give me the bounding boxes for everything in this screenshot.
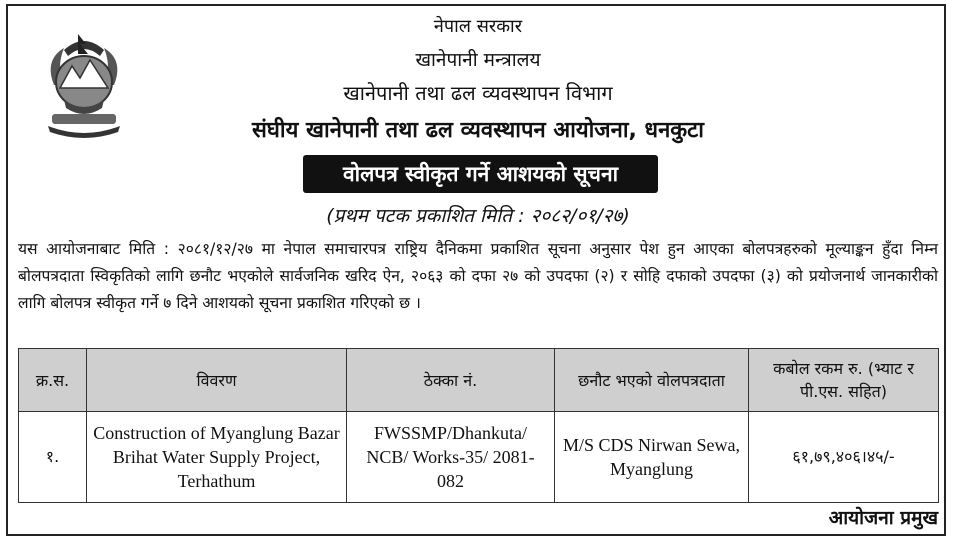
col-header-bidder: छनौट भएको वोलपत्रदाता [555, 349, 749, 412]
cell-bidder: M/S CDS Nirwan Sewa, Myanglung [555, 412, 749, 503]
col-header-contract-no: ठेक्का नं. [347, 349, 555, 412]
notice-title: वोलपत्र स्वीकृत गर्ने आशयको सूचना [303, 155, 658, 193]
header-ministry: खानेपानी मन्त्रालय [415, 49, 541, 71]
signature-project-chief: आयोजना प्रमुख [828, 507, 938, 529]
bid-table [18, 348, 939, 503]
notice-body: यस आयोजनाबाट मिति : २०८१/१२/२७ मा नेपाल समाचारपत्र राष्ट्रिय दैनिकमा प्रकाशित सूचना अनुसार पेश हुन आएका बोलपत्रहरुको मूल्याङ्कन हुँदा निम्न बोलपत्रदाता स्विकृतिको लागि छनौट भएकोले सार्वजनिक खरिद ऐन, २०६३ को दफा २७ को उपदफा (२) र सोहि दफाको उपदफा (३) को प्रयोजनार्थ जानकारीको लागि बोलपत्र स्वीकृत गर्ने ७ दिने आशयको सूचना प्रकाशित गरिएको छ । [18, 240, 938, 312]
header-department: खानेपानी तथा ढल व्यवस्थापन विभाग [343, 81, 613, 105]
header-government: नेपाल सरकार [433, 16, 523, 37]
cell-amount: ६१,७९,४०६।४५/- [749, 412, 939, 503]
cell-contract-no: FWSSMP/Dhankuta/ NCB/ Works-35/ 2081-082 [347, 412, 555, 503]
col-header-sn: क्र.स. [19, 349, 87, 412]
col-header-description: विवरण [87, 349, 347, 412]
table-header-row [19, 349, 939, 412]
cell-description: Construction of Myanglung Bazar Brihat Water Supply Project, Terhathum [87, 412, 347, 503]
publish-date-note: (प्रथम पटक प्रकाशित मिति : २०८२/०१/२७) [326, 205, 630, 227]
header-project: संघीय खानेपानी तथा ढल व्यवस्थापन आयोजना, धनकुटा [252, 118, 704, 143]
cell-sn: १. [19, 412, 87, 503]
table-row [19, 412, 939, 503]
col-header-amount: कबोल रकम रु. (भ्याट र पी.एस. सहित) [749, 349, 939, 412]
